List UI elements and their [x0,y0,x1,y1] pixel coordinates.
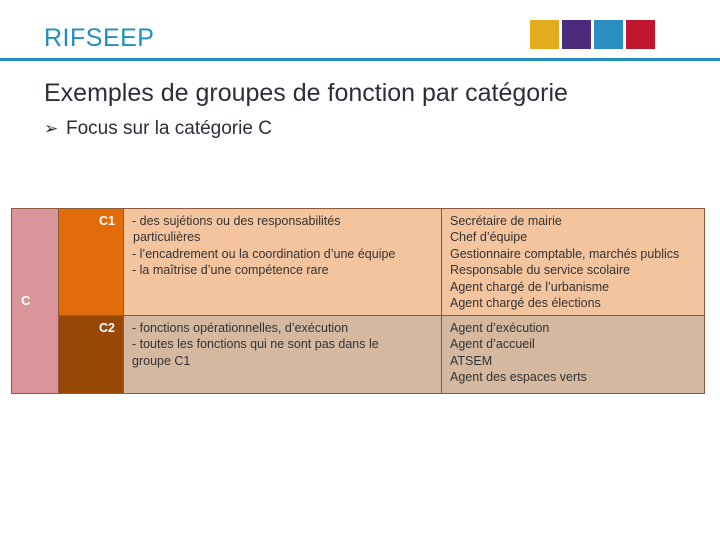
example-line: Agent d’exécution [450,321,550,335]
category-label: C [21,293,31,308]
bullet-point [44,118,272,140]
header-divider [0,58,720,61]
example-line: Chef d’équipe [450,230,528,245]
examples-cell-c2 [442,316,704,393]
bullet-text: Focus sur la catégorie C [66,118,272,139]
example-line: Responsable du service scolaire [450,263,630,278]
brand-color-squares [530,20,655,49]
category-cell [12,209,59,393]
example-line: Agent d’accueil [450,337,535,352]
group-cell-c2 [59,316,124,393]
example-line: Secrétaire de mairie [450,214,562,228]
criteria-line: - la maîtrise d’une compétence rare [132,263,329,278]
example-line: Agent chargé de l’urbanisme [450,279,610,294]
group-cell-c1 [59,209,124,316]
arrow-bullet-icon: ➢ [44,119,59,138]
example-line: Agent chargé des élections [450,296,601,311]
criteria-line: - fonctions opérationnelles, d’exécution [132,321,349,335]
slide-title: Exemples de groupes de fonction par catégorie [44,79,568,107]
criteria-cell-c2 [124,316,442,393]
brand-title: RIFSEEP [44,24,155,52]
color-square-purple [562,20,591,49]
criteria-line: - toutes les fonctions qui ne sont pas dans le [132,337,379,352]
criteria-cell-c1 [124,209,442,316]
color-square-yellow [530,20,559,49]
criteria-line: - l’encadrement ou la coordination d’une équipe [132,246,396,261]
color-square-blue [594,20,623,49]
criteria-line: - des sujétions ou des responsabilités [132,214,341,228]
criteria-line: particulières [133,230,201,245]
example-line: ATSEM [450,353,493,368]
examples-cell-c1 [442,209,704,316]
function-groups-table [11,208,705,394]
example-line: Gestionnaire comptable, marchés publics [450,246,680,261]
color-square-red [626,20,655,49]
group-label: C2 [99,321,115,335]
example-line: Agent des espaces verts [450,370,587,385]
group-label: C1 [99,214,115,228]
criteria-line: groupe C1 [132,353,191,368]
